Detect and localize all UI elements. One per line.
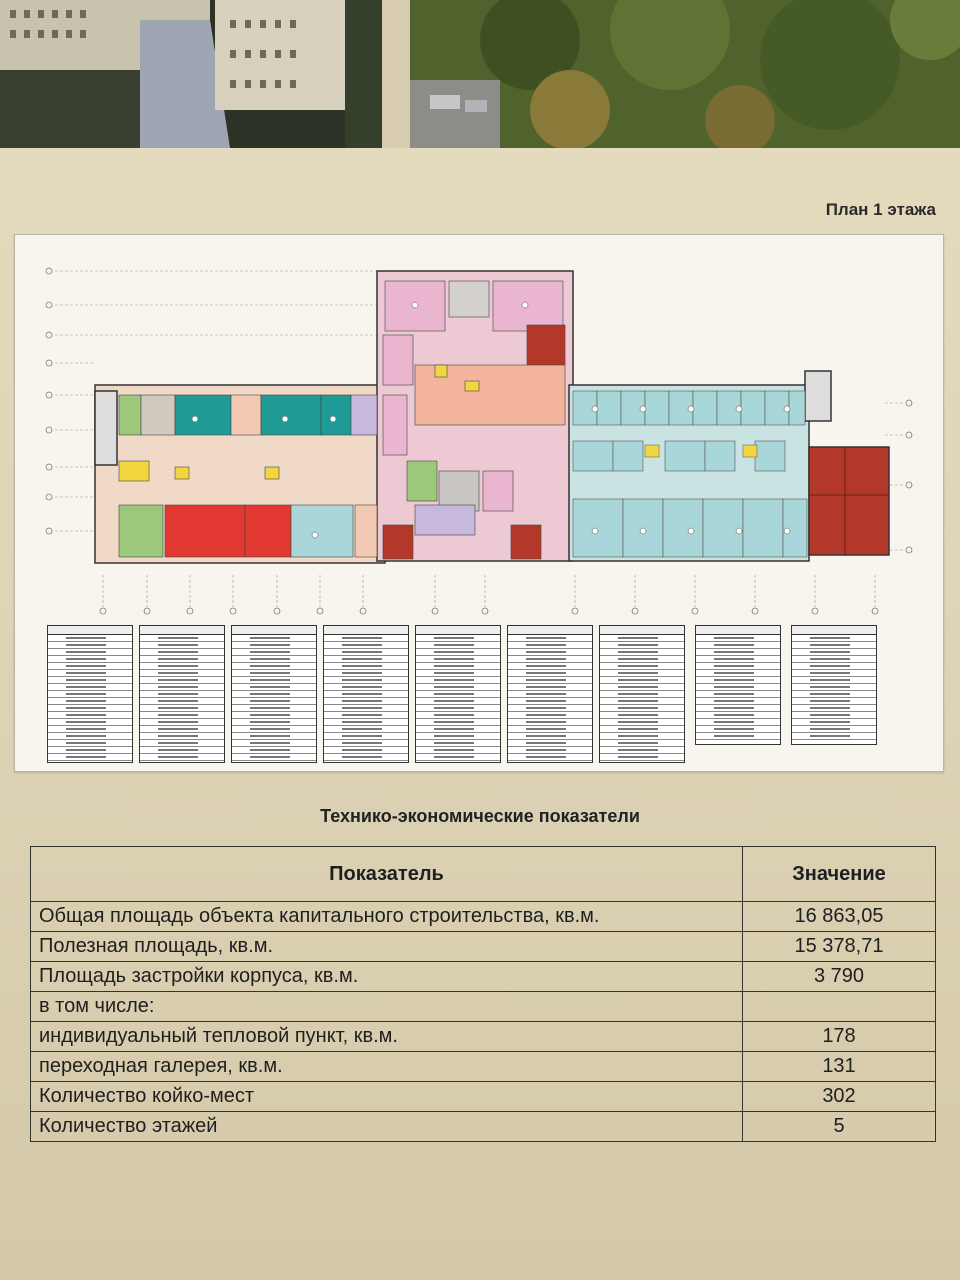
tep-table [30,846,936,1142]
legend-table-3 [231,625,317,763]
legend-table-1 [47,625,133,763]
row-value: 131 [743,1052,936,1082]
row-label: Количество койко-мест [31,1082,743,1112]
table-row [31,992,936,1022]
table-row [31,962,936,992]
photo-building-aerial [0,0,382,148]
row-label: Полезная площадь, кв.м. [31,932,743,962]
plan-title: План 1 этажа [825,200,936,219]
row-value [743,992,936,1022]
row-label: Площадь застройки корпуса, кв.м. [31,962,743,992]
header-value: Значение [743,847,936,902]
table-row [31,1112,936,1142]
legend-table-9 [791,625,877,745]
row-value: 16 863,05 [743,902,936,932]
table-row [31,1082,936,1112]
row-value: 3 790 [743,962,936,992]
row-value: 5 [743,1112,936,1142]
table-row [31,932,936,962]
row-label: переходная галерея, кв.м. [31,1052,743,1082]
room-legend-tables [47,625,927,765]
row-value: 178 [743,1022,936,1052]
table-row [31,1022,936,1052]
tep-section-title: Технико-экономические показатели [320,806,640,826]
floor-plan-drawing [14,234,944,772]
table-row [31,902,936,932]
row-value: 15 378,71 [743,932,936,962]
legend-table-5 [415,625,501,763]
photo-gap [382,0,410,148]
table-row [31,1052,936,1082]
photo-site-aerial [410,0,960,148]
tep-header-row [31,847,936,902]
row-label: Общая площадь объекта капитального строительства, кв.м. [31,902,743,932]
legend-table-8 [695,625,781,745]
row-value: 302 [743,1082,936,1112]
legend-table-2 [139,625,225,763]
legend-table-7 [599,625,685,763]
row-label: в том числе: [31,992,743,1022]
header-indicator: Показатель [31,847,743,902]
row-label: индивидуальный тепловой пункт, кв.м. [31,1022,743,1052]
legend-table-4 [323,625,409,763]
row-label: Количество этажей [31,1112,743,1142]
legend-table-6 [507,625,593,763]
